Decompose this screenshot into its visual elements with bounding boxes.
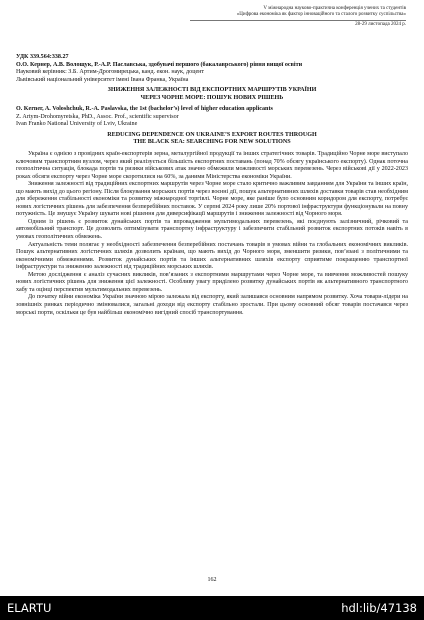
body-paragraph: Зниження залежності від традиційних експортних маршрутів через Чорне море стало критично важливим завданням для України та інших країн, що мають вихід до цього регіону. Після блокування морських портів через воєнні дії, пошук альтернативних шляхів доставки товарів став необхідним для збереження стабільності економіки та розвитку міжнародної торгівлі. Чорне море, яке раніше було основним коридором для експорту, потребує нових логістичних рішень для забезпечення безперебійних поставок. У серпні 2024 року лише 20% портової інфраструктури функціонували на повну потужність. Це змушує Україну шукати нові рішення для диверсифікації маршрутів і зниження залежності від Чорного моря. (16, 181, 408, 218)
title-en-line-2: THE BLACK SEA: SEARCHING FOR NEW SOLUTIONS (133, 139, 291, 146)
body-paragraph: Метою дослідження є аналіз сучасних викликів, пов’язаних з експортними маршрутами через Чорне море, та вивчення можливостей пошуку нових логістичних рішень для зниження цієї залежності. Особливу увагу приділено розвитку дунайських портів як альтернативного транспортного хабу та оцінці перспектив мультимодальних перевезень. (16, 271, 408, 293)
authors-en: O. Kerner, A. Voloshchuk, R.-A. Paslavska, the 1st (bachelor’s) level of higher education applicants (16, 106, 273, 113)
supervisor-en: Z. Artym-Drohomyretska, PhD., Assoc. Prof., scientific supervisor (16, 113, 179, 120)
page-number: 162 (207, 577, 217, 583)
article-content (16, 54, 408, 317)
title-uk-line-1: ЗНИЖЕННЯ ЗАЛЕЖНОСТІ ВІД ЕКСПОРТНИХ МАРШРУТІВ УКРАЇНИ (107, 87, 317, 94)
body-paragraph: Актуальність теми полягає у необхідності забезпечення безперебійних постачань товарів в умовах війни та глобальних економічних викликів. Пошук альтернативних логістичних шляхів дозволить країнам, що мають вихід до Чорного моря, зменшити ризики, пов’язані з політичними та економічними обмеженнями. Розвиток дунайських портів та інших альтернативних шляхів експорту сприятиме покращенню транспортної інфраструктури та зниженню залежності від традиційних морських шляхів. (16, 241, 408, 271)
body-paragraph: Одним із рішень є розвиток дунайських портів та впровадження мультимодальних перевезень, які поєднують залізничний, річковий та автомобільний транспорт. Це дозволить оптимізувати транспортну інфраструктуру і забезпечити стабільний розвиток експортних потоків навіть в умовах геополітичних обмежень. (16, 218, 408, 241)
authors-uk: О.О. Кернер, А.В. Волощук, Р.-А.Р. Паславська, здобувачі першого (бакалаврського) рівня вищої освіти (16, 61, 303, 68)
supervisor-uk: Науковий керівник: З.Б. Артим-Дрогомирецька, канд. екон. наук, доцент (16, 69, 205, 76)
header-divider (190, 20, 406, 21)
article-title-en (16, 132, 408, 147)
repository-name: ELARTU (7, 601, 52, 615)
handle-link[interactable]: hdl:lib/47138 (341, 601, 417, 615)
body-paragraph: До початку війни економіка України значною мірою залежала від експорту, який залишався основним напрямом розвитку. Хоча товари-лідери на зовнішніх ринках періодично змінювалися, загальні доходи від експорту стабільно зростали. При цьому основний обсяг товарів постачався через морські порти, оскільки це був найбільш економічно вигідний спосіб транспортування. (16, 294, 408, 316)
udk-code: УДК 339.564:338.27 (16, 54, 69, 60)
title-uk-line-2: ЧЕРЕЗ ЧОРНЕ МОРЕ: ПОШУК НОВИХ РІШЕНЬ (140, 94, 284, 101)
conference-title: «Цифрова економіка як фактор інноваційного та сталого розвитку суспільства» (236, 12, 406, 18)
conference-date: 28-29 листопада 2024 р. (355, 21, 406, 27)
university-en: Ivan Franko National University of Lviv, Ukraine (16, 121, 138, 128)
conference-header (190, 6, 406, 28)
conference-name: V міжнародна науково-практична конференція учених та студентів (263, 6, 406, 11)
repository-footer (0, 596, 424, 620)
title-en-line-1: REDUCING DEPENDENCE ON UKRAINE’S EXPORT ROUTES THROUGH (107, 131, 317, 138)
article-title-uk (16, 87, 408, 102)
body-paragraph: Україна є однією з провідних країн-експортерів зерна, металургійної продукції та інших стратегічних товарів. Традиційно Чорне море виступало ключовим транспортним вузлом, через який реалізується більшість експортних поставань (понад 70% обсягу українського експорту). Однак поточна геополітична ситуація, блокада портів та ризики військових атак значно обмежили можливості морських перевезень. Через військові дії у 2022-2023 роках обсяги експорту через Чорне море скоротилися на 60%, за даними Міністерства економіки України. (16, 151, 408, 180)
university-uk: Львівський національний університет імені Івана Франка, Україна (16, 76, 189, 83)
